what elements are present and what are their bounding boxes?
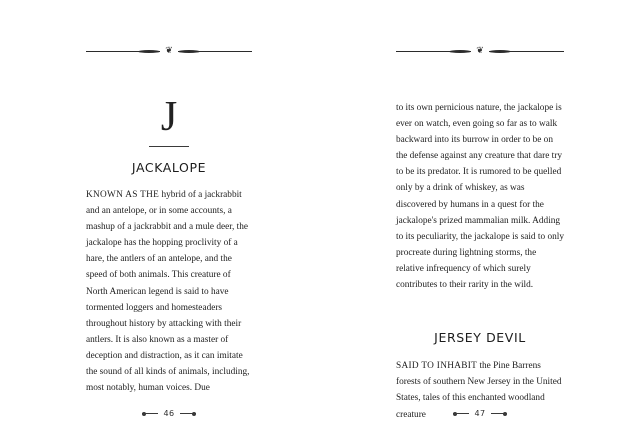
continued-paragraph: to its own pernicious nature, the jackalope is ever on watch, even going so far as to walk backward into its burrow in order to be on the defense against any creature that dare try to be its predator. It is rumored to be quelled only by a drink of whiskey, as was discovered by humans in a quest for the jackalope's prized mammalian milk. Adding to its peculiarity, the jackalope is said to only procreate during lightning storms, the relative infrequency of which surely contributes to their rarity in the wild. (396, 103, 564, 291)
divider-line-left (86, 51, 160, 52)
folio-right (396, 409, 564, 418)
divider-line-right (178, 51, 252, 52)
ornamental-divider-left (86, 44, 252, 58)
folio-rule-right (491, 413, 507, 414)
left-body-text: hybrid of a jackrabbit and an antelope, or in some accounts, a mashup of a jackrabbit and a mule deer, the jackalope has the hopping proclivity of a hare, the antlers of an antelope, and the speed of both animals. This creature of North American legend is said to have tormented loggers and homesteaders throughout history by attacking with their antlers. It is also known as a master of deception and distraction, as it can imitate the sound of all kinds of animals, including, most notably, human voices. Due (86, 190, 250, 394)
left-body-column (86, 187, 252, 396)
right-page (320, 0, 640, 448)
divider-line-right (489, 51, 564, 52)
folio-rule-left (453, 413, 469, 414)
folio-rule-left (142, 413, 158, 414)
drop-cap-underline (149, 146, 189, 147)
lead-in-text: SAID TO INHABIT (396, 361, 478, 372)
folio-left (86, 409, 252, 418)
folio-rule-right (180, 413, 196, 414)
drop-cap-letter: J (160, 94, 178, 140)
leaf-ornament-icon: ❦ (476, 44, 484, 55)
entry-title-jersey-devil: JERSEY DEVIL (434, 330, 526, 346)
page-number-left: 46 (163, 409, 175, 418)
divider-line-left (396, 51, 471, 52)
right-body-text: the Pine Barrens forests of southern New Jersey in the United States, tales of this enchanted woodland creature (396, 361, 562, 420)
section-spacer (396, 293, 564, 330)
left-body-paragraph (86, 187, 252, 396)
page-number-right: 47 (474, 409, 486, 418)
right-body-column (396, 100, 564, 423)
ornamental-divider-right (396, 44, 564, 58)
entry-title-jackalope: JACKALOPE (131, 160, 207, 175)
lead-in-text: KNOWN AS THE (86, 190, 160, 200)
left-page-content (86, 0, 252, 448)
leaf-ornament-icon: ❦ (165, 44, 173, 55)
right-page-content (396, 0, 564, 448)
